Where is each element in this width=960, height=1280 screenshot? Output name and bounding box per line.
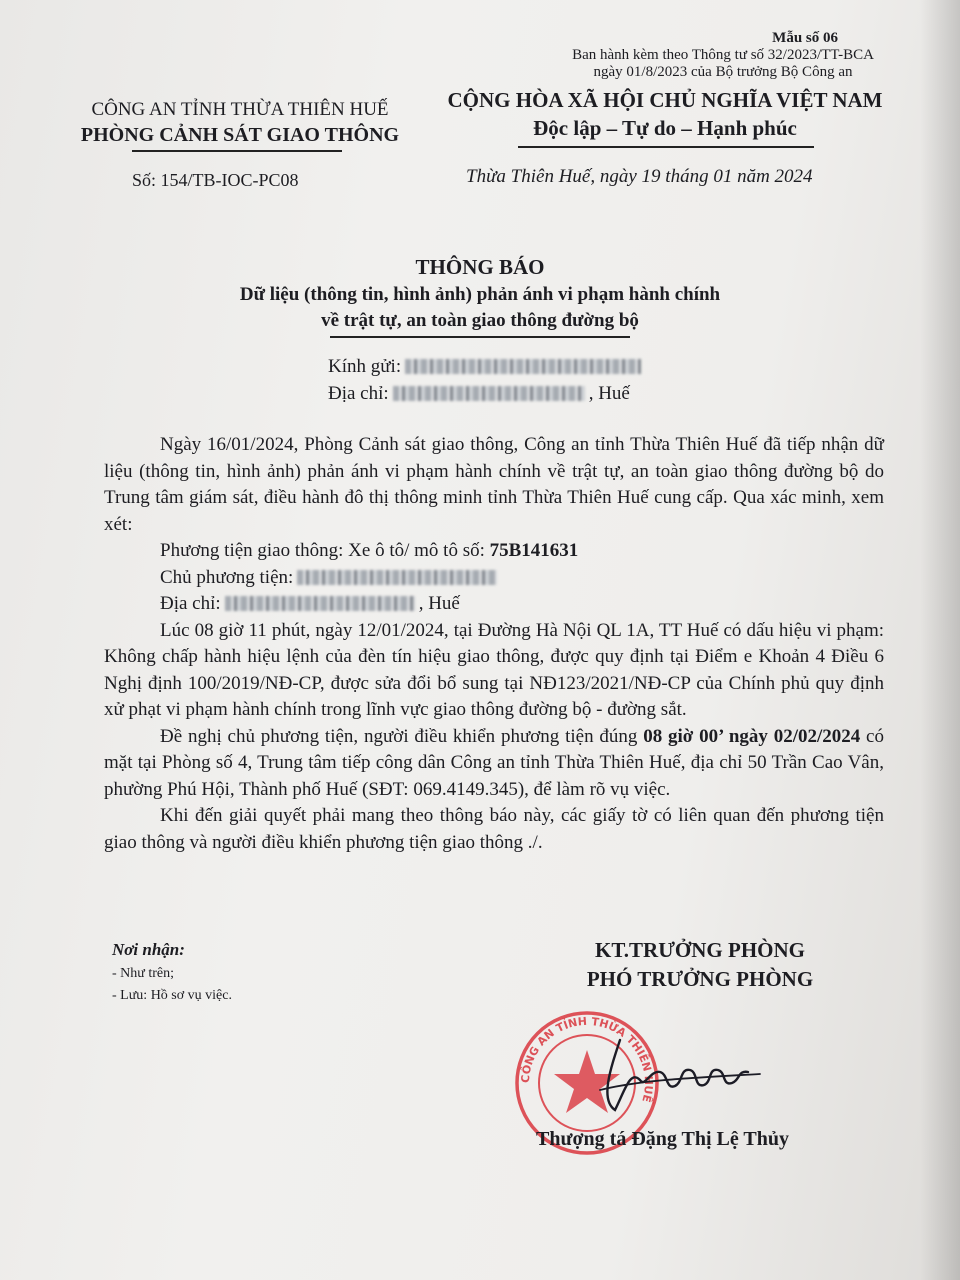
redacted-owner <box>297 570 497 585</box>
p3-part-a: Đề nghị chủ phương tiện, người điều khiển phương tiện đúng <box>160 725 644 747</box>
motto: Độc lập – Tự do – Hạnh phúc <box>533 116 797 140</box>
recipients-label: Nơi nhận: <box>112 940 185 959</box>
paragraph-4: Khi đến giải quyết phải mang theo thông báo này, các giấy tờ có liên quan đến phương tiện giao thông và người điều khiển phương tiện giao thông ./. <box>104 805 884 853</box>
title-main: THÔNG BÁO <box>415 255 545 279</box>
form-ref-line-1: Ban hành kèm theo Thông tư số 32/2023/TT-BCA <box>572 47 874 63</box>
owner-address-label: Địa chỉ: <box>160 593 221 614</box>
recipient-address-line <box>328 383 630 405</box>
motto-underline <box>518 146 814 148</box>
place-date: Thừa Thiên Huế, ngày 19 tháng 01 năm 2024 <box>466 166 813 187</box>
signature-title <box>500 936 900 994</box>
p3-part-b: có mặt tại Phòng số 4, Trung tâm tiếp công dân Công an tỉnh Thừa Thiên Huế, địa chỉ 50 Trần Cao Vân, phường Phú Hội, Thành phố Huế (SĐT: 069.4149.345), để làm rõ vụ việc. <box>104 725 884 800</box>
document-title <box>150 252 810 334</box>
seal-text: CÔNG AN TỈNH THỪA THIÊN HUẾ <box>518 1014 656 1104</box>
vehicle-line <box>104 538 884 565</box>
paragraph-1: Ngày 16/01/2024, Phòng Cảnh sát giao thông, Công an tỉnh Thừa Thiên Huế đã tiếp nhận dữ liệu (thông tin, hình ảnh) phản ánh vi phạm hành chính về trật tự, an toàn giao thông đường bộ do Trung tâm giám sát, điều hành đô thị thông minh tỉnh Thừa Thiên Huế cung cấp. Qua xác minh, xem xét: <box>104 434 884 535</box>
form-reference <box>548 30 898 81</box>
doc-number: Số: 154/TB-IOC-PC08 <box>132 170 299 190</box>
agency-name: PHÒNG CẢNH SÁT GIAO THÔNG <box>80 124 400 146</box>
redacted-recipient <box>405 359 641 374</box>
title-underline <box>330 336 630 338</box>
sign-title-1: KT.TRƯỞNG PHÒNG <box>595 938 805 962</box>
recipient-item-1: - Như trên; <box>112 966 175 981</box>
agency-underline <box>132 150 342 152</box>
to-label: Kính gửi: <box>328 356 402 377</box>
paragraph-3 <box>104 724 884 804</box>
handwritten-signature <box>580 1030 780 1120</box>
nation-block <box>430 86 900 142</box>
redacted-address <box>393 386 585 401</box>
owner-address-line <box>104 591 884 618</box>
nation-name: CỘNG HÒA XÃ HỘI CHỦ NGHĨA VIỆT NAM <box>447 88 883 112</box>
owner-line <box>104 565 884 592</box>
title-sub-1: Dữ liệu (thông tin, hình ảnh) phản ánh vi phạm hành chính <box>239 284 721 305</box>
form-ref-line-2: ngày 01/8/2023 của Bộ trưởng Bộ Công an <box>593 64 853 80</box>
sign-title-2: PHÓ TRƯỞNG PHÒNG <box>586 967 814 991</box>
appointment-time: 08 giờ 00’ ngày 02/02/2024 <box>643 725 861 747</box>
vehicle-plate: 75B141631 <box>489 540 579 561</box>
address-label: Địa chỉ: <box>328 383 389 404</box>
title-sub-2: về trật tự, an toàn giao thông đường bộ <box>321 310 639 331</box>
document-body <box>104 432 884 856</box>
paragraph-2: Lúc 08 giờ 11 phút, ngày 12/01/2024, tại Đường Hà Nội QL 1A, TT Huế có dấu hiệu vi phạm: Không chấp hành hiệu lệnh của đèn tín hiệu giao thông, được quy định tại Điểm e Khoản 4 Điều 6 Nghị định 100/2019/NĐ-CP, được sửa đổi bổ sung tại NĐ123/2021/NĐ-CP của Chính phủ quy định xử phạt vi phạm hành chính trong lĩnh vực giao thông đường bộ - đường sắt. <box>104 619 884 720</box>
address-suffix: , Huế <box>588 383 630 404</box>
owner-address-suffix: , Huế <box>418 593 460 614</box>
recipient-item-2: - Lưu: Hồ sơ vụ việc. <box>112 988 232 1003</box>
recipient-line <box>328 356 645 378</box>
vehicle-label: Phương tiện giao thông: Xe ô tô/ mô tô số: <box>160 540 490 561</box>
owner-label: Chủ phương tiện: <box>160 566 294 588</box>
agency-block <box>50 98 430 148</box>
signer-name: Thượng tá Đặng Thị Lệ Thủy <box>536 1128 789 1150</box>
form-number: Mẫu số 06 <box>772 30 838 46</box>
redacted-owner-address <box>225 596 415 611</box>
agency-parent: CÔNG AN TỈNH THỪA THIÊN HUẾ <box>91 99 389 120</box>
